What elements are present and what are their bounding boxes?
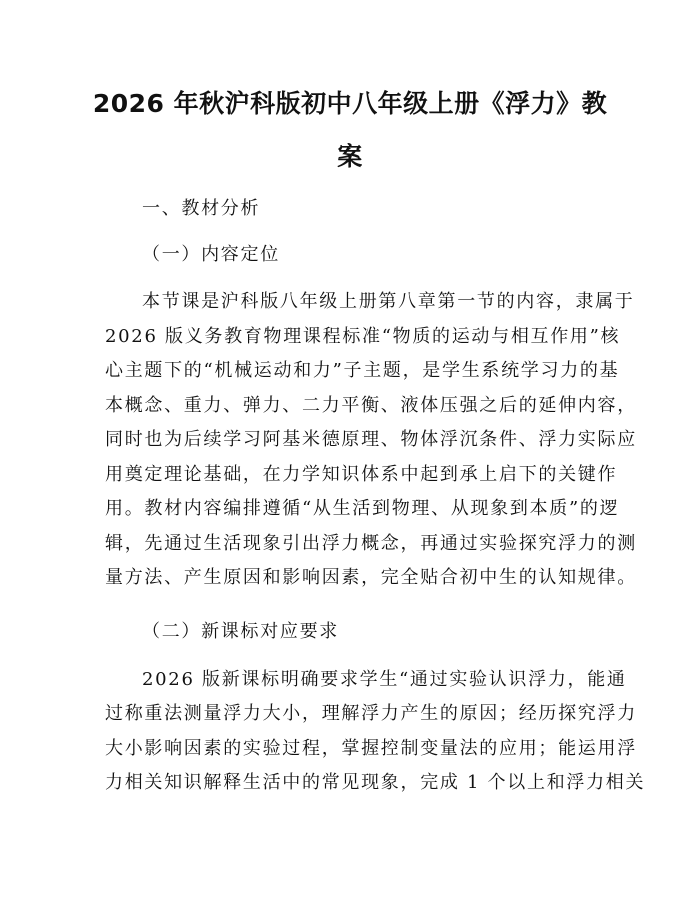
body-line: 2026 版新课标明确要求学生“通过实验认识浮力，能通	[142, 669, 627, 690]
body-line: 同时也为后续学习阿基米德原理、物体浮沉条件、浮力实际应	[105, 429, 637, 450]
subsection-heading: （二）新课标对应要求	[142, 621, 339, 642]
body-line: 力相关知识解释生活中的常见现象，完成 1 个以上和浮力相关	[105, 772, 646, 793]
body-line: 2026 版义务教育物理课程标准“物质的运动与相互作用”核	[105, 326, 621, 347]
section-heading: 一、教材分析	[142, 198, 261, 219]
subsection-heading: （一）内容定位	[142, 244, 280, 265]
body-line: 用。教材内容编排遵循“从生活到物理、从现象到本质”的逻	[105, 498, 620, 519]
body-line: 大小影响因素的实验过程，掌握控制变量法的应用；能运用浮	[105, 738, 637, 759]
body-line: 本概念、重力、弹力、二力平衡、液体压强之后的延伸内容，	[105, 395, 637, 416]
body-line: 心主题下的“机械运动和力”子主题，是学生系统学习力的基	[105, 360, 620, 381]
body-line: 用奠定理论基础，在力学知识体系中起到承上启下的关键作	[105, 464, 618, 485]
body-line: 本节课是沪科版八年级上册第八章第一节的内容，隶属于	[142, 291, 635, 312]
body-line: 辑，先通过生活现象引出浮力概念，再通过实验探究浮力的测	[105, 533, 637, 554]
document-title-line-2: 案	[337, 142, 363, 171]
body-line: 过称重法测量浮力大小，理解浮力产生的原因；经历探究浮力	[105, 703, 637, 724]
body-line: 量方法、产生原因和影响因素，完全贴合初中生的认知规律。	[105, 567, 637, 588]
document-title-line-1: 2026 年秋沪科版初中八年级上册《浮力》教	[92, 89, 608, 118]
